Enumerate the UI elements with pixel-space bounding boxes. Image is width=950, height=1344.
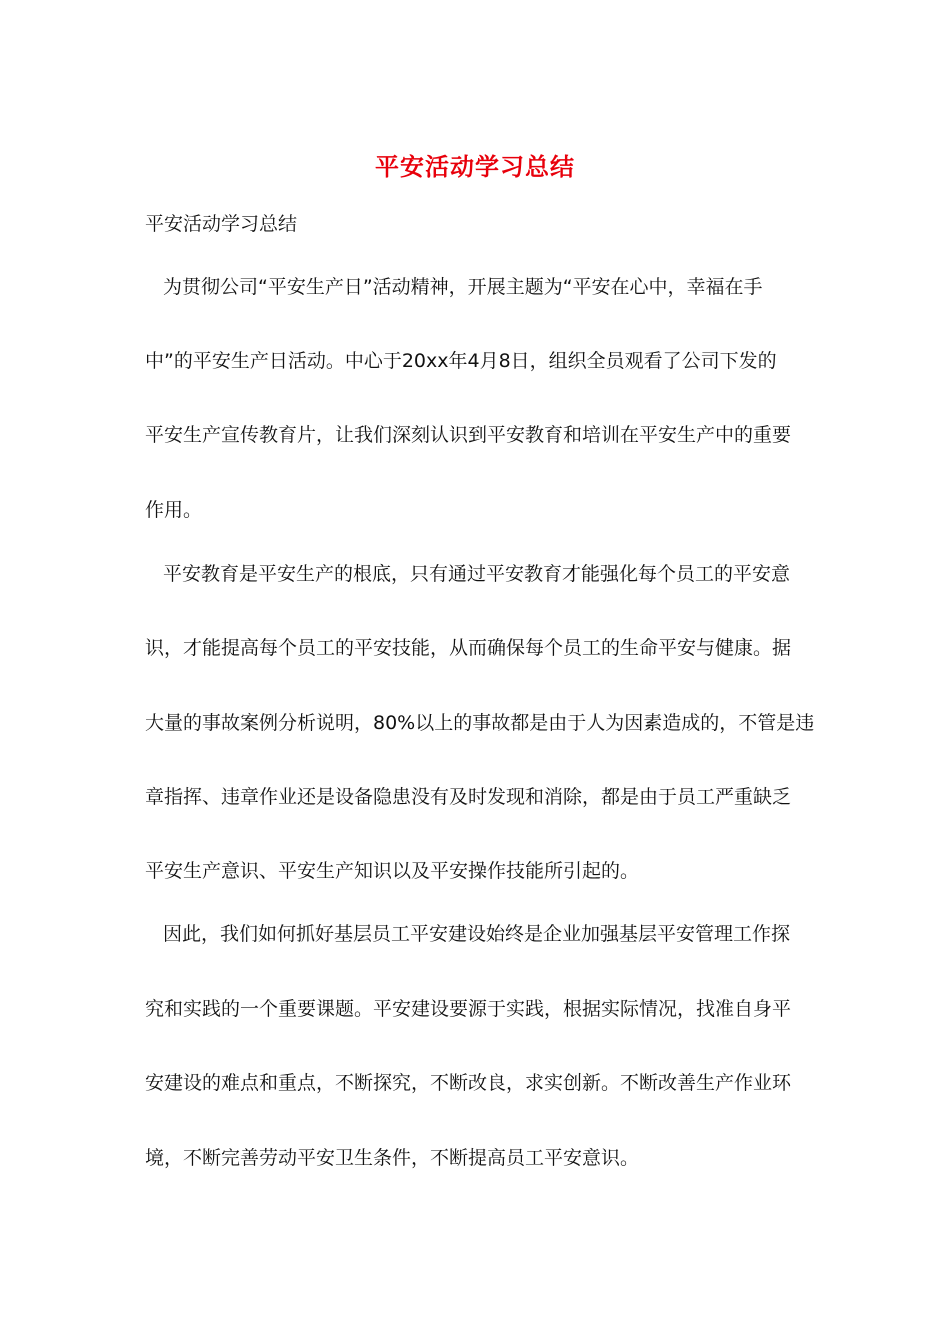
paragraph-line: 章指挥、违章作业还是设备隐患没有及时发现和消除，都是由于员工严重缺乏 [145, 786, 792, 808]
paragraph-line: 安建设的难点和重点，不断探究，不断改良，求实创新。不断改善生产作业环 [145, 1072, 792, 1094]
paragraph-line: 境，不断完善劳动平安卫生条件，不断提高员工平安意识。 [145, 1147, 640, 1169]
document-title: 平安活动学习总结 [375, 152, 575, 181]
paragraph-line: 大量的事故案例分析说明，80%以上的事故都是由于人为因素造成的，不管是违 [145, 712, 815, 734]
paragraph-line: 平安教育是平安生产的根底，只有通过平安教育才能强化每个员工的平安意 [163, 563, 791, 585]
document-subtitle: 平安活动学习总结 [145, 213, 298, 235]
paragraph-line: 平安生产宣传教育片，让我们深刻认识到平安教育和培训在平安生产中的重要 [145, 424, 792, 446]
paragraph-line: 平安生产意识、平安生产知识以及平安操作技能所引起的。 [145, 860, 640, 882]
paragraph-line: 作用。 [145, 499, 203, 521]
paragraph-line: 为贯彻公司“平安生产日”活动精神，开展主题为“平安在心中，幸福在手 [163, 276, 763, 298]
paragraph-line: 究和实践的一个重要课题。平安建设要源于实践，根据实际情况，找准自身平 [145, 998, 792, 1020]
paragraph-line: 中”的平安生产日活动。中心于20xx年4月8日，组织全员观看了公司下发的 [145, 350, 777, 372]
paragraph-line: 因此，我们如何抓好基层员工平安建设始终是企业加强基层平安管理工作探 [163, 923, 791, 945]
paragraph-line: 识，才能提高每个员工的平安技能，从而确保每个员工的生命平安与健康。据 [145, 637, 792, 659]
